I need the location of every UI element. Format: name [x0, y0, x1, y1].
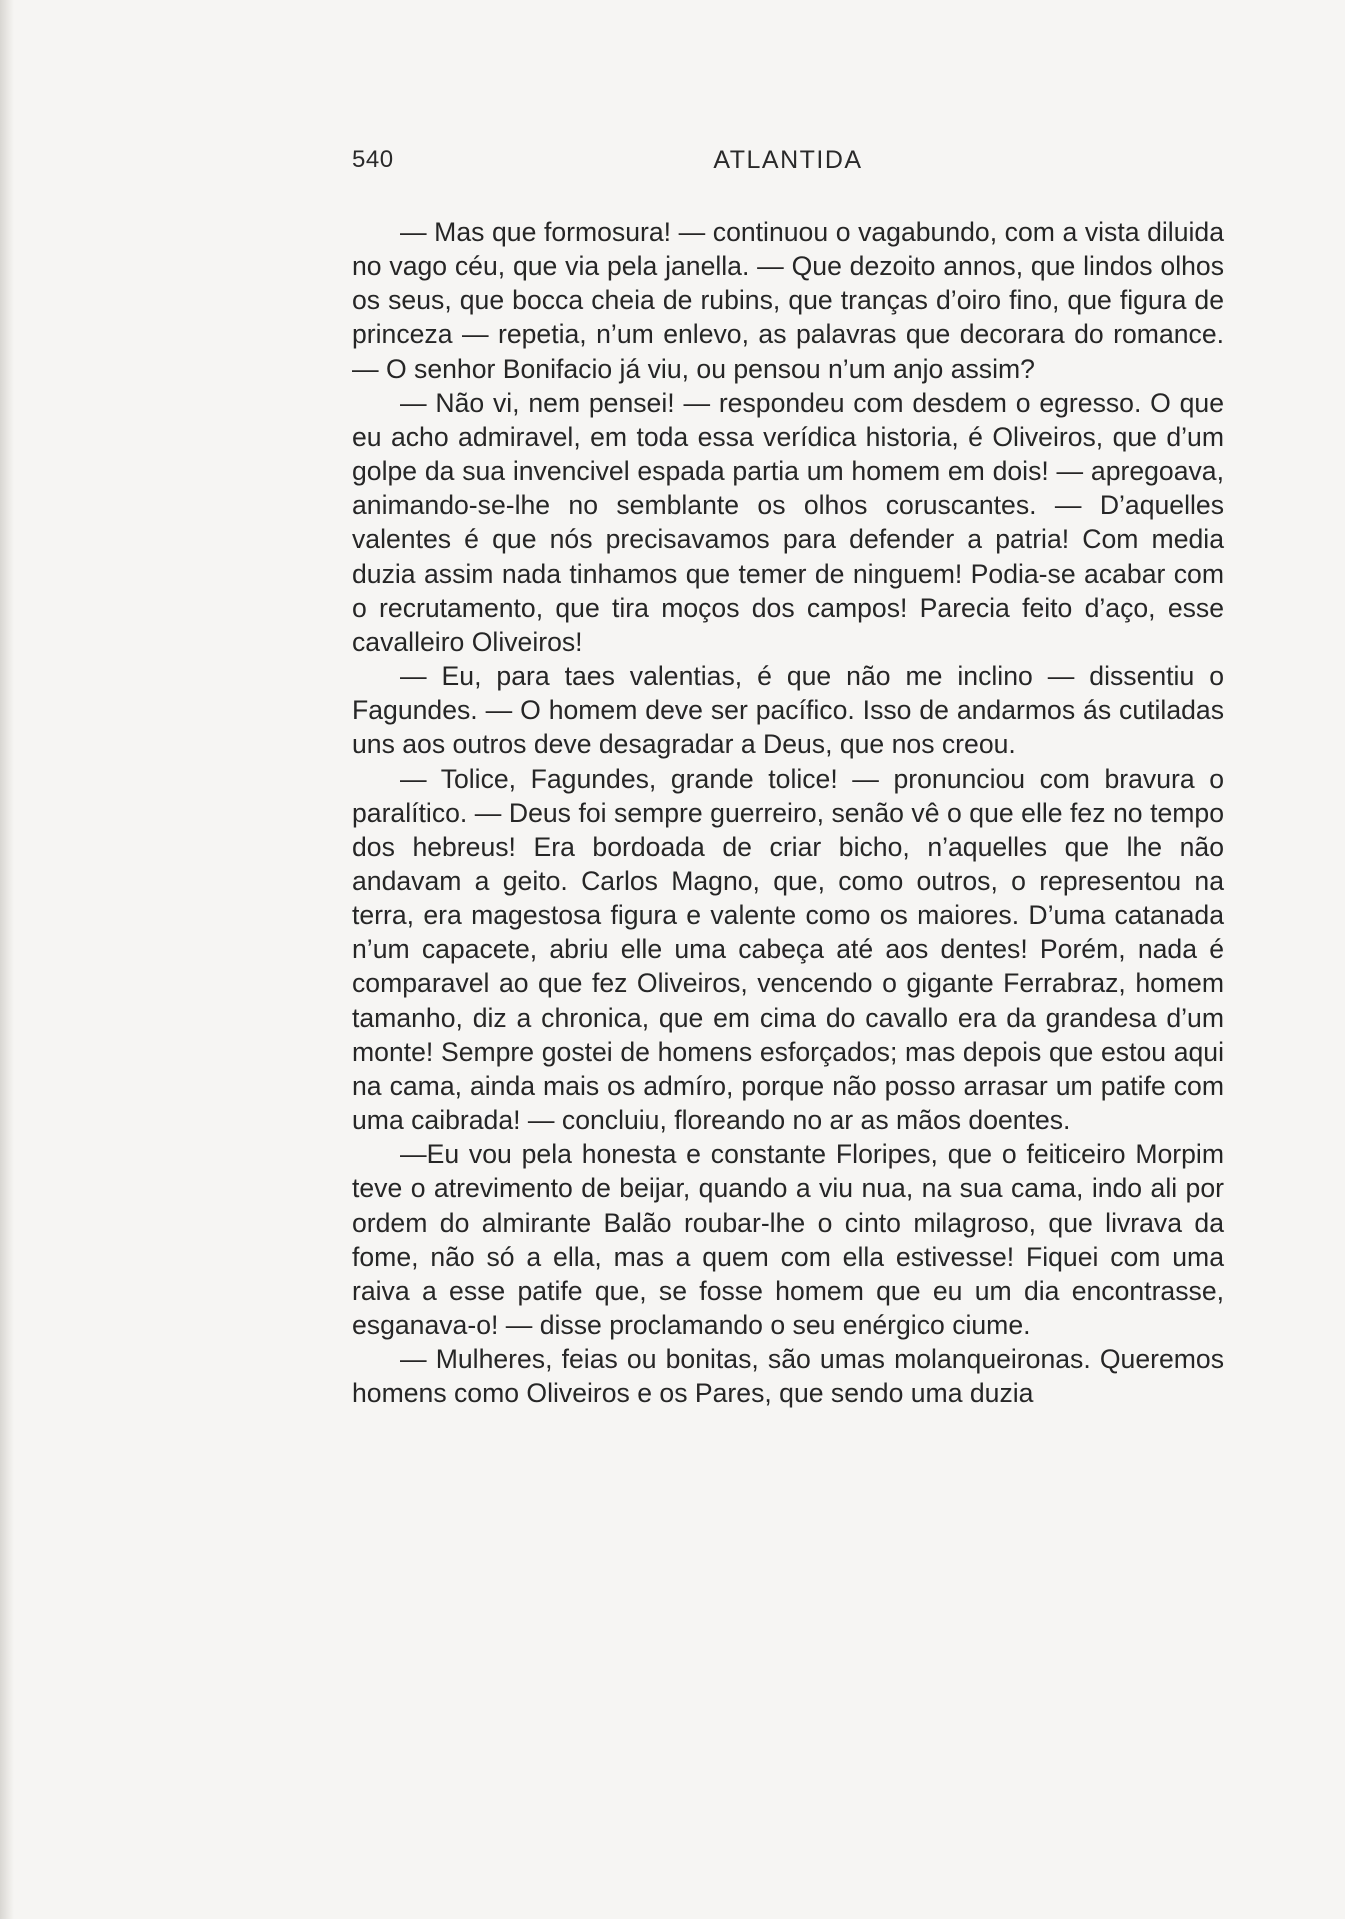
page-left-edge-shadow [0, 0, 14, 1919]
paragraph: —Eu vou pela honesta e constante Floripes, que o feiticeiro Morpim teve o atrevimento de beijar, quando a viu nua, na sua cama, indo ali por ordem do almirante Balão roubar-lhe o cinto milagroso, que livrava da fome, não só a ella, mas a quem com ella estivesse! Fiquei com uma raiva a esse patife que, se fosse homem que eu um dia encontrasse, esganava-o! — disse proclamando o seu enérgico ciume. [352, 1139, 1224, 1340]
page-number: 540 [352, 146, 394, 173]
paragraph: — Tolice, Fagundes, grande tolice! — pronunciou com bravura o paralítico. — Deus foi sempre guerreiro, senão vê o que elle fez no tempo dos hebreus! Era bordoada de criar bicho, n’aquelles que lhe não andavam a geito. Carlos Magno, que, como outros, o representou na terra, era magestosa figura e valente como os maiores. D’uma catanada n’um capacete, abriu elle uma cabeça até aos dentes! Porém, nada é comparavel ao que fez Oliveiros, vencendo o gigante Ferrabraz, homem tamanho, diz a chronica, que em cima do cavallo era da grandesa d’um monte! Sempre gostei de homens esforçados; mas depois que estou aqui na cama, ainda mais os admíro, porque não posso arrasar um patife com uma caibrada! — concluiu, floreando no ar as mãos doentes. [352, 763, 1224, 1136]
body-text [352, 215, 1224, 1410]
paragraph: — Mulheres, feias ou bonitas, são umas molanqueironas. Queremos homens como Oliveiros e os Pares, que sendo uma duzia [352, 1344, 1224, 1409]
paragraph: — Mas que formosura! — continuou o vagabundo, com a vista diluida no vago céu, que via pela janella. — Que dezoito annos, que lindos olhos os seus, que bocca cheia de rubins, que tranças d’oiro fino, que figura de princeza — repetia, n’um enlevo, as palavras que decorara do romance. — O senhor Bonifacio já viu, ou pensou n’um anjo assim? [352, 217, 1224, 384]
paragraph: — Não vi, nem pensei! — respondeu com desdem o egresso. O que eu acho admiravel, em toda essa verídica historia, é Oliveiros, que d’um golpe da sua invencivel espada partia um homem em dois! — apregoava, animando-se-lhe no semblante os olhos coruscantes. — D’aquelles valentes é que nós precisavamos para defender a patria! Com media duzia assim nada tinhamos que temer de ninguem! Podia-se acabar com o recrutamento, que tira moços dos campos! Parecia feito d’aço, esse cavalleiro Oliveiros! [352, 387, 1224, 657]
page-header [352, 146, 1224, 182]
running-title: ATLANTIDA [713, 146, 863, 174]
paragraph: — Eu, para taes valentias, é que não me inclino — dissentiu o Fagundes. — O homem deve ser pacífico. Isso de andarmos ás cutiladas uns aos outros deve desagradar a Deus, que nos creou. [352, 661, 1224, 760]
